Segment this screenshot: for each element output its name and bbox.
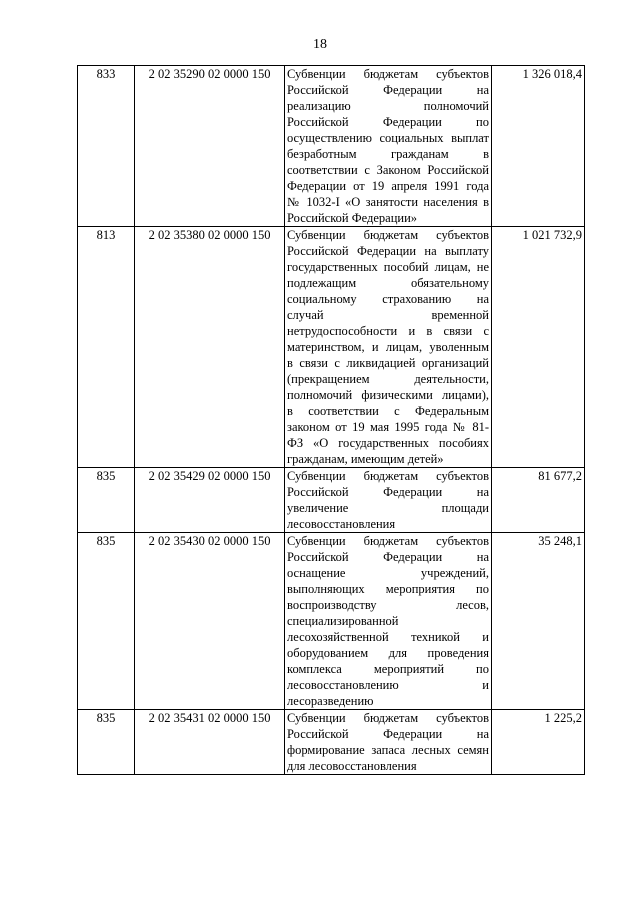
- description-line: случай временной: [287, 308, 489, 322]
- table-row: [78, 710, 585, 775]
- table-row: [78, 227, 585, 468]
- description-line: безработным гражданам в: [287, 147, 489, 161]
- amount-cell: 81 677,2: [492, 468, 585, 533]
- description-line: соответствии с Законом Российской: [287, 163, 489, 177]
- amount-cell: 1 225,2: [492, 710, 585, 775]
- description-line: Российской Федерации на: [287, 83, 489, 97]
- description-line: Федерации от 19 апреля 1991 года: [287, 179, 489, 193]
- description-line: ФЗ «О государственных пособиях: [287, 436, 489, 450]
- description-line: воспроизводству лесов,: [287, 598, 489, 612]
- description-line: подлежащим обязательному: [287, 276, 489, 290]
- amount-cell: 1 326 018,4: [492, 66, 585, 227]
- description-line: материнством, и лицам, уволенным: [287, 340, 489, 354]
- description-line: формирование запаса лесных семян: [287, 743, 489, 757]
- revenue-description-cell: [285, 710, 492, 775]
- description-line: лесовосстановления: [287, 517, 396, 531]
- description-line: в соответствии с Федеральным: [287, 404, 489, 418]
- table-row: [78, 533, 585, 710]
- budget-classification-code-cell: 2 02 35290 02 0000 150: [135, 66, 285, 227]
- admin-code-cell: 835: [78, 468, 135, 533]
- description-line: Российской Федерации по: [287, 115, 489, 129]
- description-line: Российской Федерации на: [287, 485, 489, 499]
- revenue-description-cell: [285, 66, 492, 227]
- description-line: законом от 19 мая 1995 года № 81-: [287, 420, 489, 434]
- description-line: лесоразведению: [287, 694, 374, 708]
- description-line: оснащение учреждений,: [287, 566, 489, 580]
- description-line: Субвенции бюджетам субъектов: [287, 228, 489, 242]
- revenue-description-cell: [285, 533, 492, 710]
- amount-cell: 1 021 732,9: [492, 227, 585, 468]
- page-number: 18: [313, 37, 327, 52]
- description-line: лесовосстановлению и: [287, 678, 489, 692]
- budget-classification-code-cell: 2 02 35380 02 0000 150: [135, 227, 285, 468]
- description-line: увеличение площади: [287, 501, 489, 515]
- description-line: Субвенции бюджетам субъектов: [287, 711, 489, 725]
- budget-classification-code-cell: 2 02 35430 02 0000 150: [135, 533, 285, 710]
- admin-code-cell: 835: [78, 710, 135, 775]
- budget-classification-code-cell: 2 02 35431 02 0000 150: [135, 710, 285, 775]
- description-line: Российской Федерации»: [287, 211, 418, 225]
- revenue-description-cell: [285, 468, 492, 533]
- description-line: Субвенции бюджетам субъектов: [287, 534, 489, 548]
- description-line: Российской Федерации на выплату: [287, 244, 489, 258]
- table-row: [78, 66, 585, 227]
- table-row: [78, 468, 585, 533]
- description-line: № 1032-I «О занятости населения в: [287, 195, 489, 209]
- description-line: полномочий физическими лицами),: [287, 388, 489, 402]
- description-line: гражданам, имеющим детей»: [287, 452, 444, 466]
- description-line: комплекса мероприятий по: [287, 662, 489, 676]
- description-line: лесохозяйственной техникой и: [287, 630, 489, 644]
- description-line: Российской Федерации на: [287, 550, 489, 564]
- description-line: Субвенции бюджетам субъектов: [287, 469, 489, 483]
- admin-code-cell: 813: [78, 227, 135, 468]
- budget-revenue-table: [77, 65, 585, 775]
- description-line: выполняющих мероприятия по: [287, 582, 489, 596]
- description-line: Субвенции бюджетам субъектов: [287, 67, 489, 81]
- description-line: оборудованием для проведения: [287, 646, 489, 660]
- description-line: (прекращением деятельности,: [287, 372, 489, 386]
- description-line: реализацию полномочий: [287, 99, 489, 113]
- description-line: нетрудоспособности и в связи с: [287, 324, 489, 338]
- description-line: для лесовосстановления: [287, 759, 417, 773]
- description-line: специализированной: [287, 614, 399, 628]
- admin-code-cell: 835: [78, 533, 135, 710]
- description-line: Российской Федерации на: [287, 727, 489, 741]
- description-line: в связи с ликвидацией организаций: [287, 356, 489, 370]
- table-body: [78, 66, 585, 775]
- description-line: социальному страхованию на: [287, 292, 489, 306]
- admin-code-cell: 833: [78, 66, 135, 227]
- description-line: осуществлению социальных выплат: [287, 131, 489, 145]
- description-line: государственных пособий лицам, не: [287, 260, 489, 274]
- revenue-description-cell: [285, 227, 492, 468]
- amount-cell: 35 248,1: [492, 533, 585, 710]
- budget-classification-code-cell: 2 02 35429 02 0000 150: [135, 468, 285, 533]
